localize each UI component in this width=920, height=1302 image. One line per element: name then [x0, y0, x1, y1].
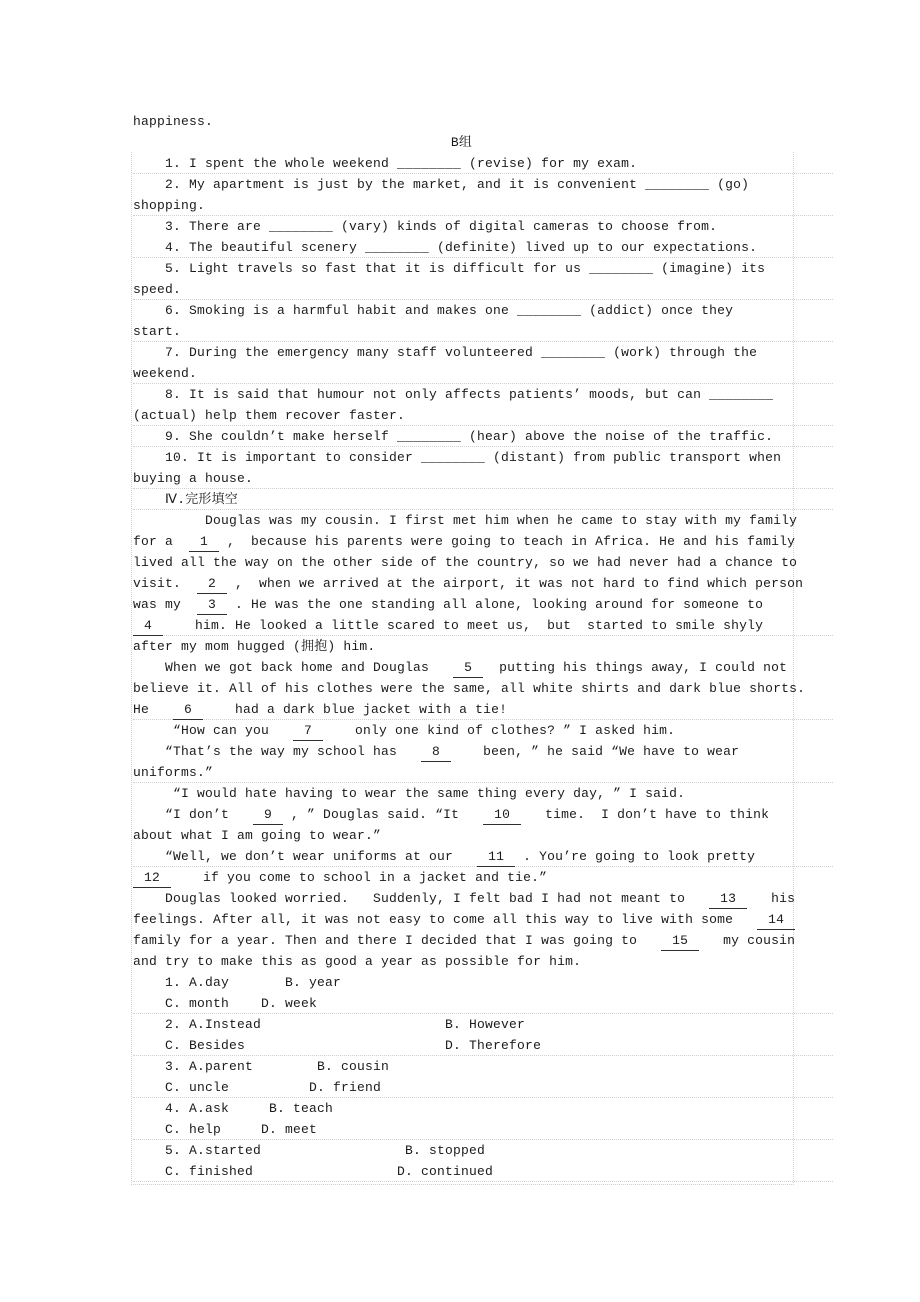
doc-line: 10. It is important to consider ________ (distant) from public transport when [133, 450, 782, 465]
doc-line: was my 3 . He was the one standing all alone, looking around for someone to [133, 594, 833, 615]
section-iv-header: Ⅳ.完形填空 [133, 489, 833, 510]
doc-line: C. uncle D. friend [133, 1077, 833, 1098]
fill-blank: 10 [483, 806, 521, 825]
fill-blank: 7 [293, 722, 323, 741]
doc-line: 3. There are ________ (vary) kinds of digital cameras to choose from. [133, 219, 718, 234]
fill-blank: 15 [661, 932, 699, 951]
doc-line: feelings. After all, it was not easy to come all this way to live with some 14 [133, 909, 833, 930]
doc-line: weekend. [133, 363, 833, 384]
doc-line: shopping. [133, 195, 833, 216]
doc-line: “How can you 7 only one kind of clothes? ” I asked him. [133, 720, 833, 741]
doc-line: family for a year. Then and there I decided that I was going to 15 my cousin [133, 930, 833, 951]
doc-line: “I don’t 9 , ” Douglas said. “It 10 time. I don’t have to think [133, 804, 833, 825]
fill-blank: 9 [253, 806, 283, 825]
doc-line: 1. I spent the whole weekend ________ (revise) for my exam. [133, 153, 833, 174]
doc-line: buying a house. [133, 468, 833, 489]
doc-line: 3. A.parent B. cousin [133, 1059, 390, 1074]
doc-line: 6. Smoking is a harmful habit and makes one ________ (addict) once they [133, 303, 734, 318]
fill-blank: 1 [189, 533, 219, 552]
doc-line: “That’s the way my school has 8 been, ” he said “We have to wear [133, 741, 833, 762]
doc-line: 4 him. He looked a little scared to meet us, but started to smile shyly [133, 615, 833, 636]
doc-line: (actual) help them recover faster. [133, 405, 833, 426]
doc-line: 2. A.Instead B. However [133, 1017, 526, 1032]
fill-blank: 3 [197, 596, 227, 615]
fill-blank: 8 [421, 743, 451, 762]
fill-blank: 5 [453, 659, 483, 678]
doc-line: 4. The beautiful scenery ________ (definite) lived up to our expectations. [133, 237, 833, 258]
fill-blank: 4 [133, 617, 163, 636]
doc-line: 12 if you come to school in a jacket and tie.” [133, 867, 833, 888]
doc-line: He 6 had a dark blue jacket with a tie! [133, 699, 833, 720]
fill-blank: 13 [709, 890, 747, 909]
doc-line: 9. She couldn’t make herself ________ (hear) above the noise of the traffic. [133, 426, 833, 447]
doc-line: Douglas looked worried. Suddenly, I felt bad I had not meant to 13 his [133, 888, 833, 909]
fill-blank: 6 [173, 701, 203, 720]
doc-line: lived all the way on the other side of the country, so we had never had a chance to [133, 555, 798, 570]
doc-line: When we got back home and Douglas 5 putting his things away, I could not [133, 657, 833, 678]
fill-blank: 2 [197, 575, 227, 594]
doc-line: 5. Light travels so fast that it is difficult for us ________ (imagine) its [133, 261, 766, 276]
doc-line: speed. [133, 279, 833, 300]
doc-line: 5. A.started B. stopped [133, 1143, 486, 1158]
doc-line: C. finished D. continued [133, 1161, 833, 1182]
doc-line: for a 1 , because his parents were going to teach in Africa. He and his family [133, 531, 833, 552]
doc-line: uniforms.” [133, 762, 833, 783]
doc-line: C. Besides D. Therefore [133, 1035, 833, 1056]
doc-line: 4. A.ask B. teach [133, 1101, 334, 1116]
doc-line: 7. During the emergency many staff volunteered ________ (work) through the [133, 345, 758, 360]
doc-line: “Well, we don’t wear uniforms at our 11 . You’re going to look pretty [133, 846, 833, 867]
document-body [133, 111, 833, 1182]
fill-blank: 11 [477, 848, 515, 867]
doc-line: 2. My apartment is just by the market, and it is convenient ________ (go) [133, 177, 750, 192]
doc-line: Douglas was my cousin. I first met him when he came to stay with my family [133, 513, 798, 528]
doc-line: after my mom hugged (拥抱) him. [133, 639, 376, 654]
doc-line: C. help D. meet [133, 1119, 833, 1140]
doc-line: about what I am going to wear.” [133, 828, 382, 843]
doc-line: visit. 2 , when we arrived at the airport, it was not hard to find which person [133, 573, 833, 594]
doc-line: 1. A.day B. year [133, 975, 342, 990]
doc-line: start. [133, 321, 833, 342]
doc-line: believe it. All of his clothes were the same, all white shirts and dark blue shorts. [133, 681, 806, 696]
section-b-header: B组 [450, 135, 473, 150]
doc-line: “I would hate having to wear the same thing every day, ” I said. [133, 786, 686, 801]
fill-blank: 14 [757, 911, 795, 930]
doc-line: happiness. [133, 114, 214, 129]
doc-line: and try to make this as good a year as possible for him. [133, 954, 582, 969]
fill-blank: 12 [133, 869, 171, 888]
doc-line: C. month D. week [133, 993, 833, 1014]
doc-line: 8. It is said that humour not only affects patients’ moods, but can ________ [133, 387, 774, 402]
